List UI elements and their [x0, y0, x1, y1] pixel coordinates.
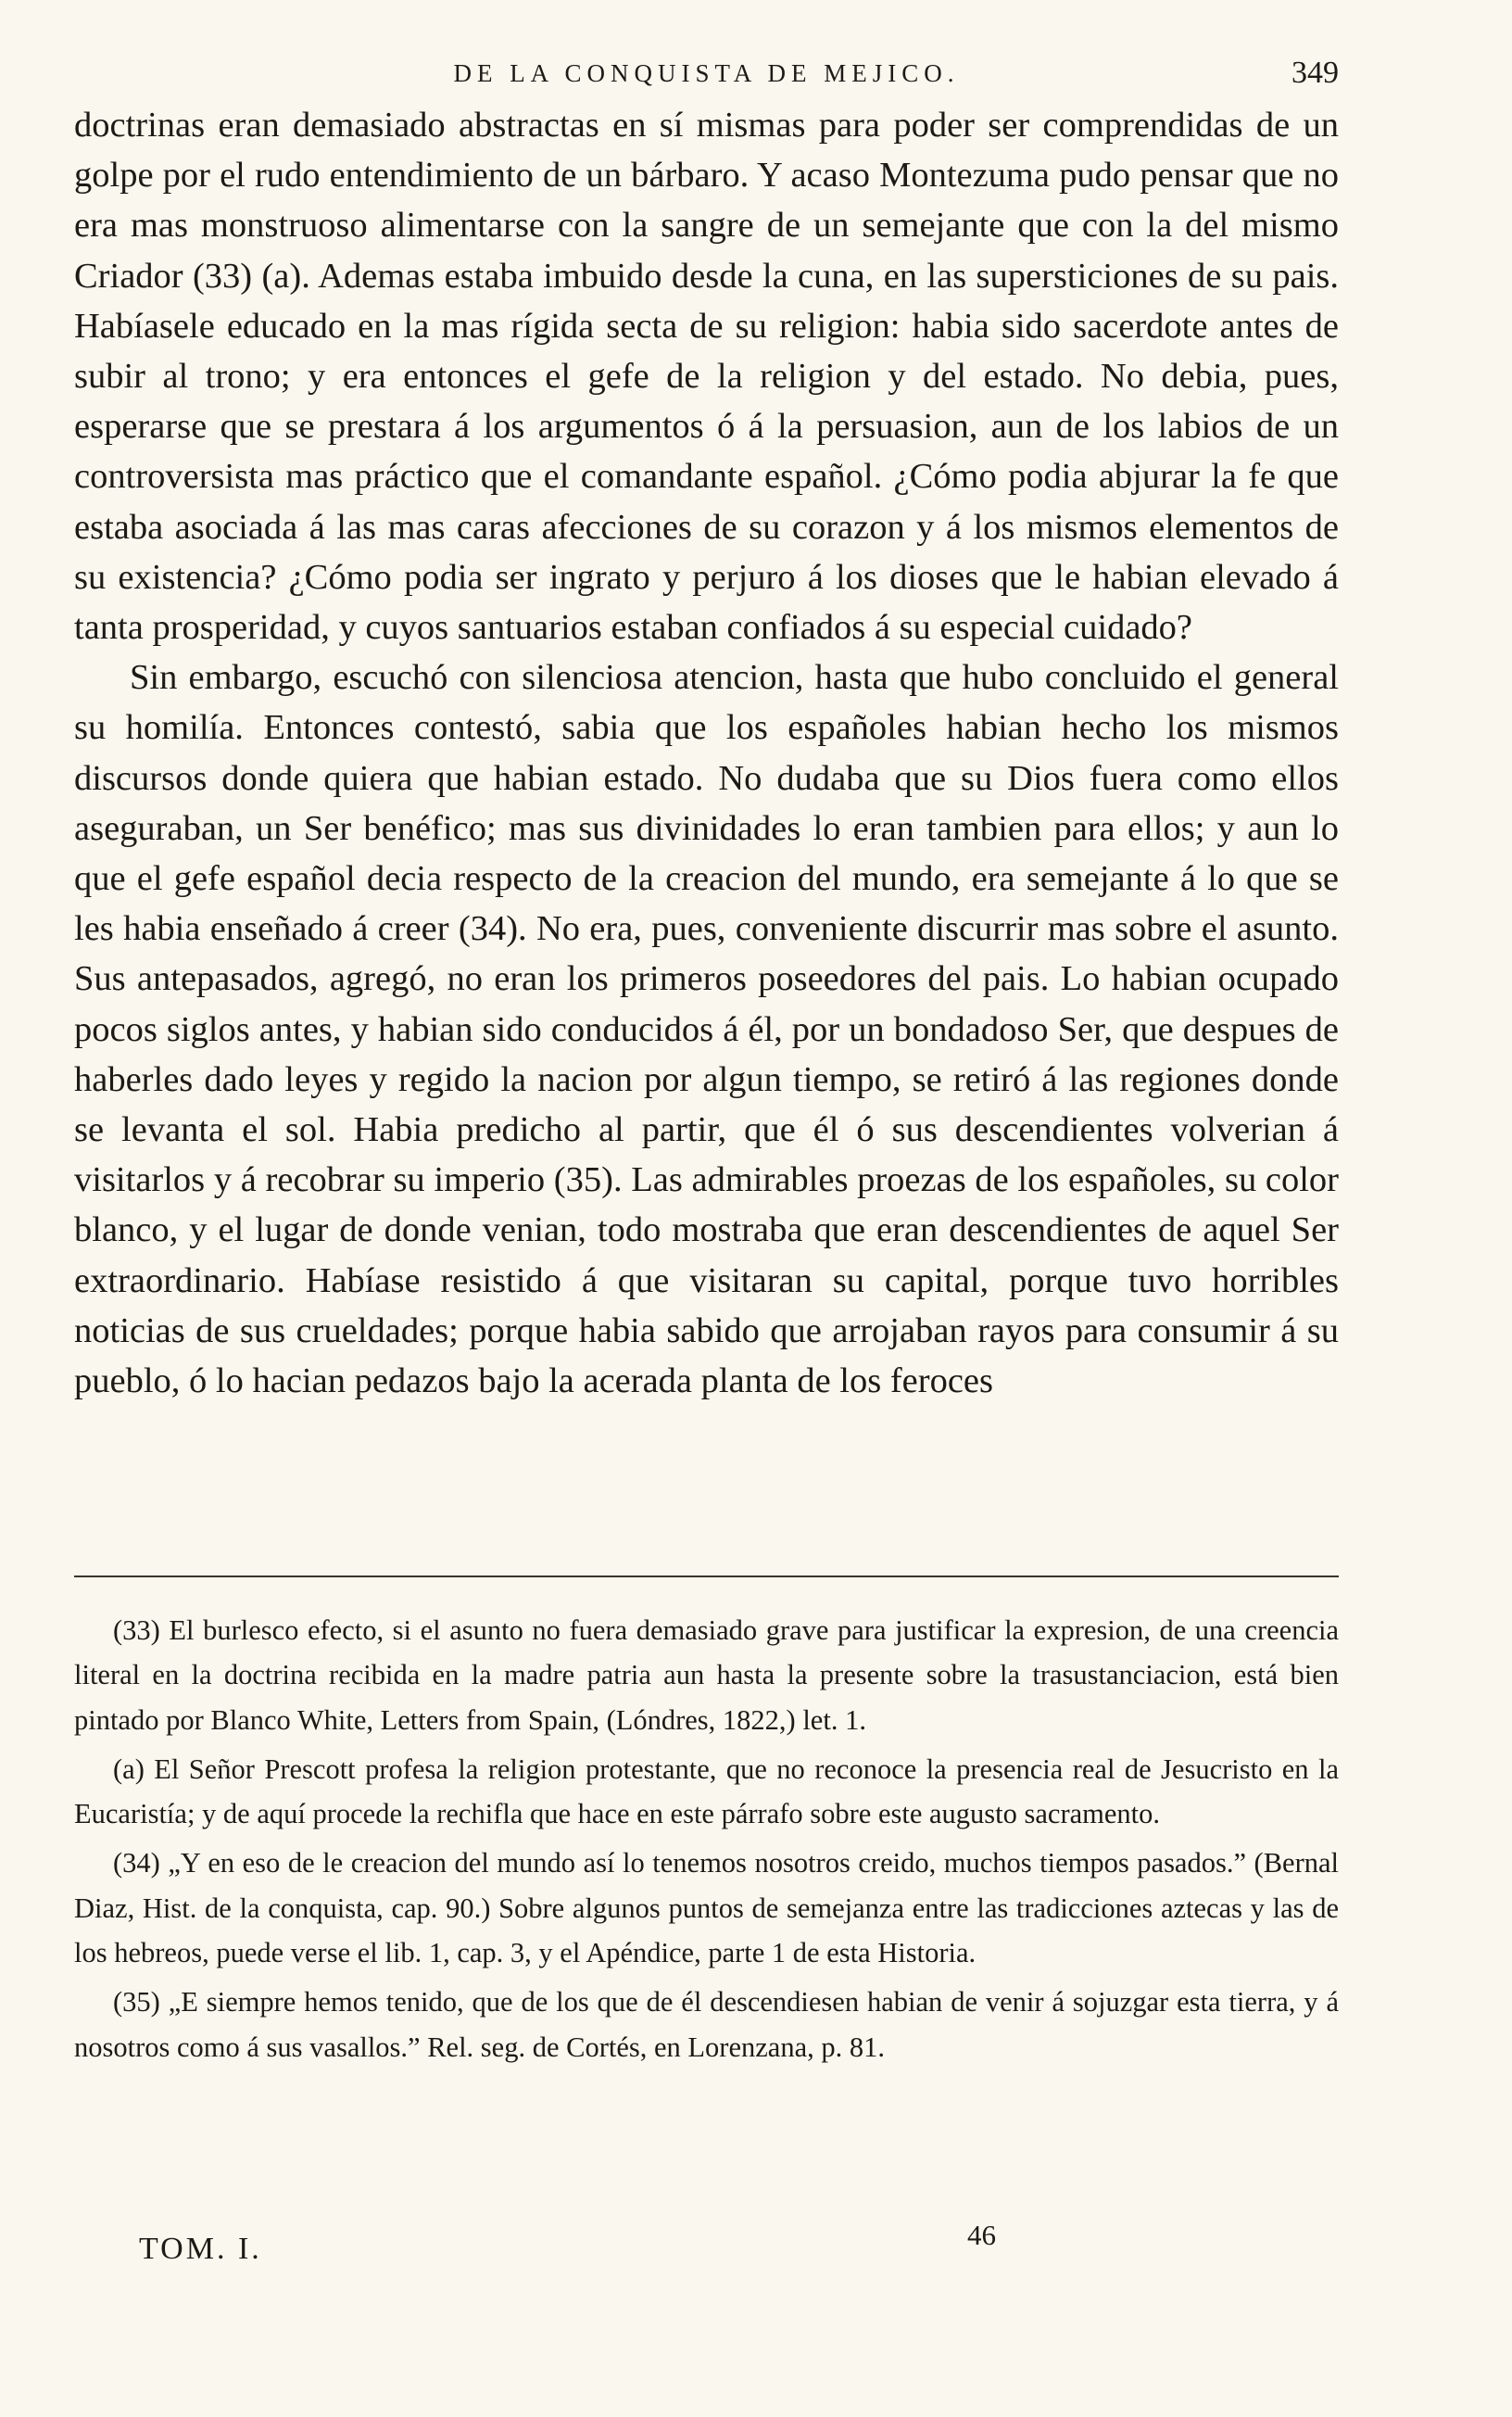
- main-text: [74, 100, 1339, 1406]
- footnote-34: (34) „Y en eso de le creacion del mundo así lo tenemos nosotros creido, muchos tiempos pasados.” (Bernal Diaz, Hist. de la conquista, cap. 90.) Sobre algunos puntos de semejanza entre las tradicciones aztecas y las de los hebreos, puede verse el lib. 1, cap. 3, y el Apéndice, parte 1 de esta Historia.: [74, 1847, 1339, 1969]
- volume-signature: TOM. I.: [139, 2232, 262, 2266]
- footnote-a: (a) El Señor Prescott profesa la religion protestante, que no reconoce la presencia real de Jesucristo en la Eucaristía; y de aquí procede la rechifla que hace en este párrafo sobre este augusto sacramento.: [74, 1753, 1339, 1830]
- body-paragraph: Sin embargo, escuchó con silenciosa atencion, hasta que hubo concluido el general su homilía. Entonces contestó, sabia que los españoles habian hecho los mismos discursos donde quiera que habian estado. No dudaba que su Dios fuera como ellos aseguraban, un Ser benéfico; mas sus divinidades lo eran tambien para ellos; y aun lo que el gefe español decia respecto de la creacion del mundo, era semejante á lo que se les habia enseñado á creer (34). No era, pues, conveniente discurrir mas sobre el asunto. Sus antepasados, agregó, no eran los primeros poseedores del pais. Lo habian ocupado pocos siglos antes, y habian sido conducidos á él, por un bondadoso Ser, que despues de haberles dado leyes y regido la nacion por algun tiempo, se retiró á las regiones donde se levanta el sol. Habia predicho al partir, que él ó sus descendientes volverian á visitarlos y á recobrar su imperio (35). Las admirables proezas de los españoles, su color blanco, y el lugar de donde venian, todo mostraba que eran descendientes de aquel Ser extraordinario. Habíase resistido á que visitaran su capital, porque tuvo horribles noticias de sus crueldades; porque habia sabido que arrojaban rayos para consumir á su pueblo, ó lo hacian pedazos bajo la acerada planta de los feroces: [74, 658, 1339, 1401]
- page-number: 349: [1292, 56, 1339, 90]
- footnote-divider: [74, 1575, 1339, 1577]
- signature-number: 46: [967, 2219, 996, 2251]
- running-title: DE LA CONQUISTA DE MEJICO.: [453, 59, 960, 87]
- footnotes: [74, 1608, 1339, 2074]
- page-footer: [74, 2219, 1339, 2278]
- running-head: [74, 54, 1339, 95]
- footnote-33: (33) El burlesco efecto, si el asunto no fuera demasiado grave para justificar la expresion, de una creencia literal en la doctrina recibida en la madre patria aun hasta la presente sobre la trasustanciacion, está bien pintado por Blanco White, Letters from Spain, (Lóndres, 1822,) let. 1.: [74, 1614, 1339, 1736]
- footnote-35: (35) „E siempre hemos tenido, que de los que de él descendiesen habian de venir á sojuzgar esta tierra, y á nosotros como á sus vasallos.” Rel. seg. de Cortés, en Lorenzana, p. 81.: [74, 1986, 1339, 2063]
- body-paragraph: doctrinas eran demasiado abstractas en sí mismas para poder ser comprendidas de un golpe por el rudo entendimiento de un bárbaro. Y acaso Montezuma pudo pensar que no era mas monstruoso alimentarse con la sangre de un semejante que con la del mismo Criador (33) (a). Ademas estaba imbuido desde la cuna, en las supersticiones de su pais. Habíasele educado en la mas rígida secta de su religion: habia sido sacerdote antes de subir al trono; y era entonces el gefe de la religion y del estado. No debia, pues, esperarse que se prestara á los argumentos ó á la persuasion, aun de los labios de un controversista mas práctico que el comandante español. ¿Cómo podia abjurar la fe que estaba asociada á las mas caras afecciones de su corazon y á los mismos elementos de su existencia? ¿Cómo podia ser ingrato y perjuro á los dioses que le habian elevado á tanta prosperidad, y cuyos santuarios estaban confiados á su especial cuidado?: [74, 106, 1339, 648]
